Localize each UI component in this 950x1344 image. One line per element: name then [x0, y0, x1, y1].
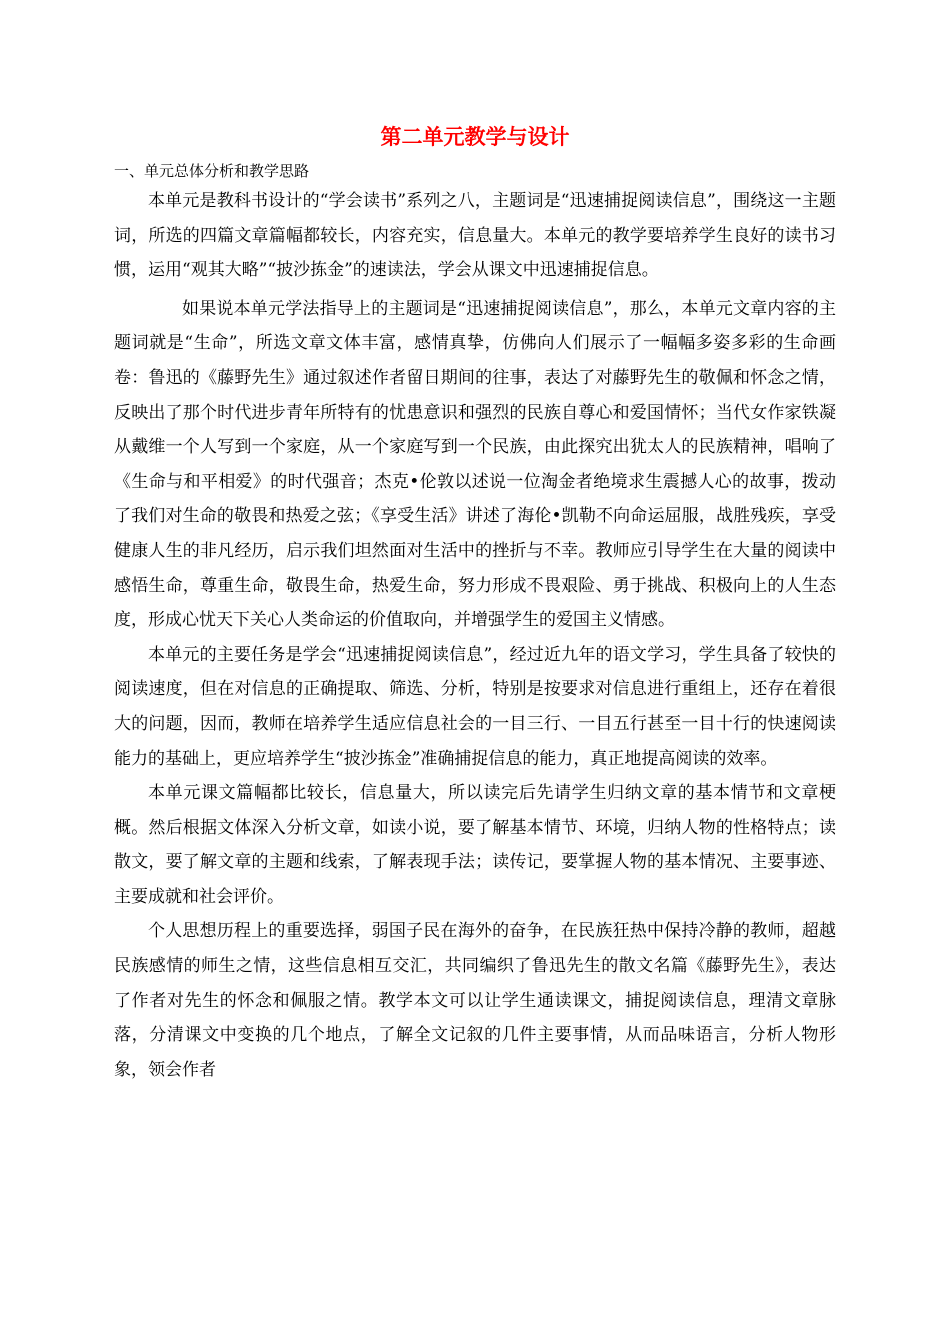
- paragraph-1: 本单元是教科书设计的“学会读书”系列之八，主题词是“迅速捕捉阅读信息”，围绕这一主题词，所选的四篇文章篇幅都较长，内容充实，信息量大。本单元的教学要培养学生良好的读书习惯，运用“观其大略”“披沙拣金”的速读法，学会从课文中迅速捕捉信息。: [114, 191, 836, 281]
- paragraph-2: 如果说本单元学法指导上的主题词是“迅速捕捉阅读信息”，那么，本单元文章内容的主题词就是“生命”，所选文章文体丰富，感情真挚，仿佛向人们展示了一幅幅多姿多彩的生命画卷：鲁迅的《藤野先生》通过叙述作者留日期间的往事，表达了对藤野先生的敬佩和怀念之情，反映出了那个时代进步青年所特有的忧患意识和强烈的民族自尊心和爱国情怀；当代女作家铁凝从戴维一个人写到一个家庭，从一个家庭写到一个民族，由此探究出犹太人的民族精神，唱响了《生命与和平相爱》的时代强音；杰克•伦敦以述说一位淘金者绝境求生震撼人心的故事，拨动了我们对生命的敬畏和热爱之弦；《享受生活》讲述了海伦•凯勒不向命运屈服，战胜残疾，享受健康人生的非凡经历，启示我们坦然面对生活中的挫折与不幸。教师应引导学生在大量的阅读中感悟生命，尊重生命，敬畏生命，热爱生命，努力形成不畏艰险、勇于挑战、积极向上的人生态度，形成心忧天下关心人类命运的价值取向，并增强学生的爱国主义情感。: [114, 298, 836, 631]
- page-title: 第二单元教学与设计: [380, 125, 570, 149]
- paragraph-5: 个人思想历程上的重要选择，弱国子民在海外的奋争，在民族狂热中保持冷静的教师，超越民族感情的师生之情，这些信息相互交汇，共同编织了鲁迅先生的散文名篇《藤野先生》，表达了作者对先生的怀念和佩服之情。教学本文可以让学生通读课文，捕捉阅读信息，理清文章脉落，分清课文中变换的几个地点，了解全文记叙的几件主要事情，从而品味语言，分析人物形象，领会作者: [114, 921, 836, 1080]
- section-heading: 一、单元总体分析和教学思路: [114, 162, 310, 180]
- paragraph-4: 本单元课文篇幅都比较长，信息量大，所以读完后先请学生归纳文章的基本情节和文章梗概。然后根据文体深入分析文章，如读小说，要了解基本情节、环境，归纳人物的性格特点；读散文，要了解文章的主题和线索，了解表现手法；读传记，要掌握人物的基本情况、主要事迹、主要成就和社会评价。: [114, 783, 836, 907]
- body-text: [114, 184, 836, 1087]
- paragraph-3: 本单元的主要任务是学会“迅速捕捉阅读信息”，经过近九年的语文学习，学生具备了较快的阅读速度，但在对信息的正确提取、筛选、分析，特别是按要求对信息进行重组上，还存在着很大的问题，因而，教师在培养学生适应信息社会的一目三行、一目五行甚至一目十行的快速阅读能力的基础上，更应培养学生“披沙拣金”准确捕捉信息的能力，真正地提高阅读的效率。: [114, 644, 836, 769]
